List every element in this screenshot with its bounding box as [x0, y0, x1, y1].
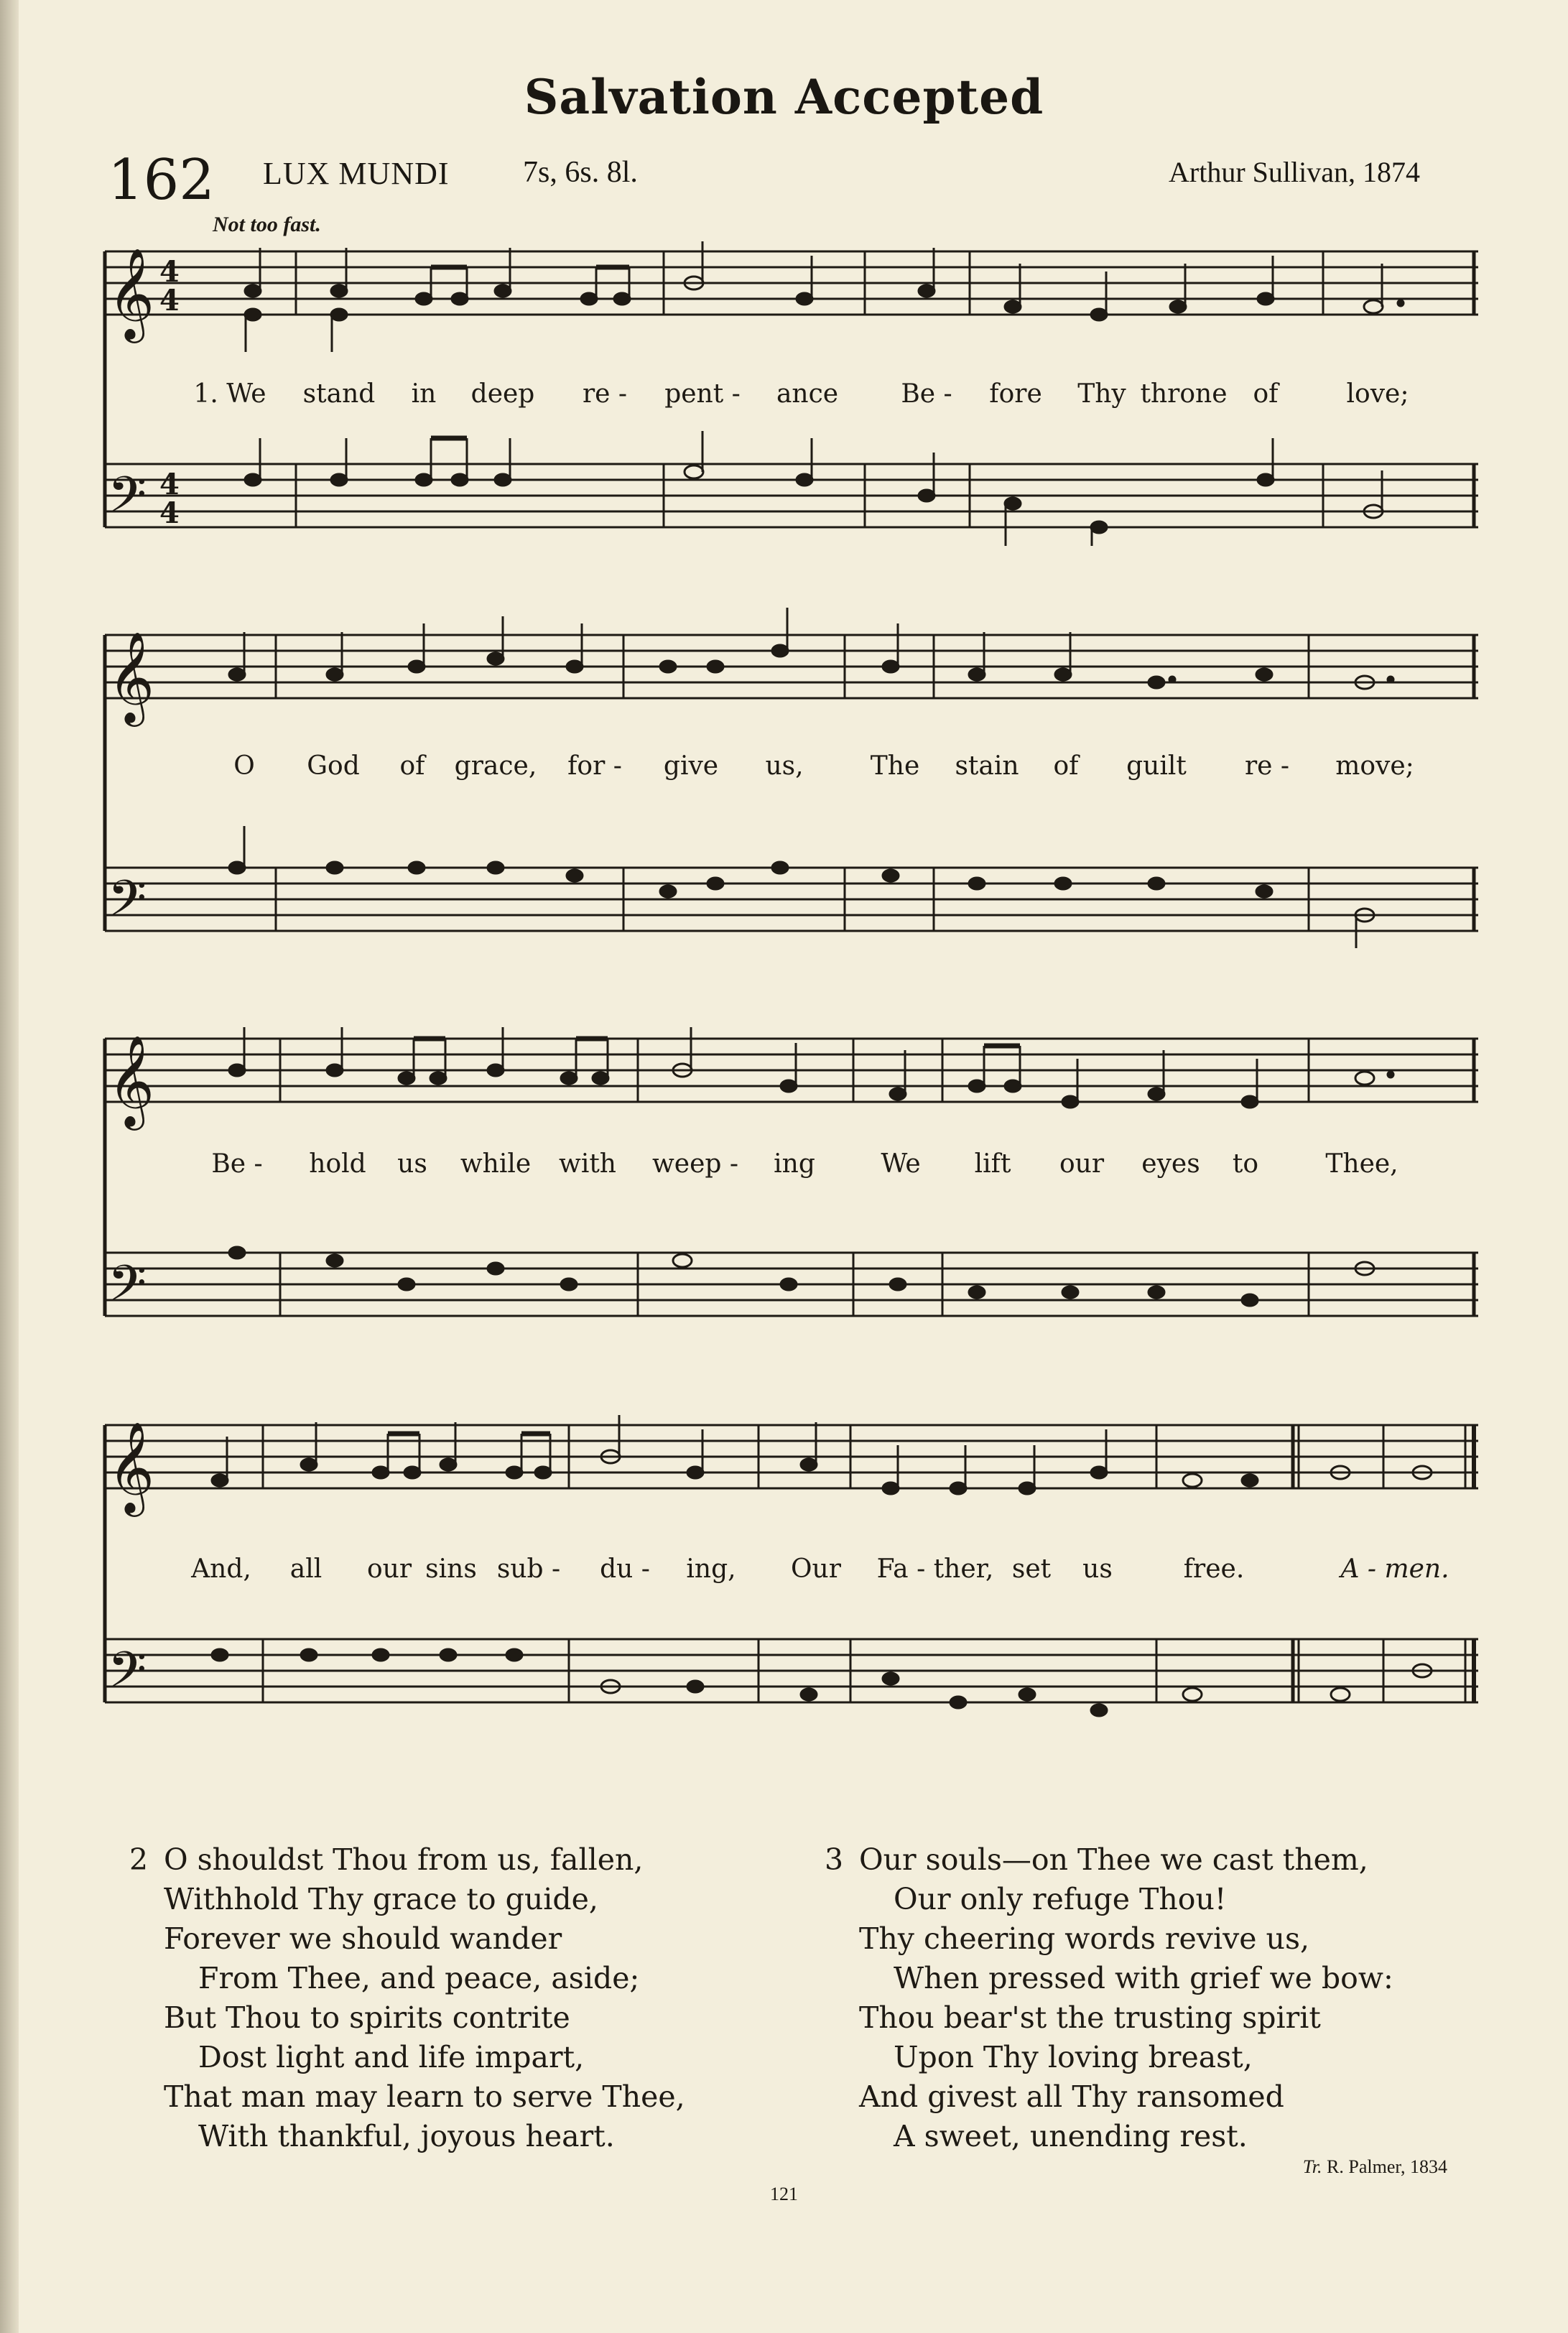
svg-text:𝄢: 𝄢 [108, 1254, 147, 1325]
syllable: to [1232, 1149, 1259, 1179]
syllable: of [1253, 379, 1279, 409]
syllable: us [397, 1149, 427, 1179]
verse-line: Upon Thy loving breast, [894, 2040, 1253, 2074]
syllable: The [870, 751, 920, 781]
syllable: re - [1244, 751, 1290, 781]
syllable: ance [776, 379, 839, 409]
syllable: O [233, 751, 255, 781]
syllable: du - [600, 1554, 650, 1584]
verse-line: That man may learn to serve Thee, [164, 2079, 685, 2114]
syllable: ing [774, 1149, 815, 1179]
svg-text:𝄞: 𝄞 [108, 1421, 155, 1513]
syllable: give [663, 751, 719, 781]
syllable: throne [1140, 379, 1228, 409]
syllable: us [1082, 1554, 1113, 1584]
svg-text:𝄞: 𝄞 [108, 1034, 155, 1126]
syllable: Thy [1077, 379, 1126, 409]
syllable: our [1059, 1149, 1105, 1179]
syllable: God [307, 751, 360, 781]
verse-number: 3 [825, 1842, 844, 1877]
translator-credit: Tr. R. Palmer, 1834 [1302, 2156, 1447, 2177]
svg-text:𝄢: 𝄢 [108, 1641, 147, 1711]
syllable: Thee, [1325, 1149, 1398, 1179]
svg-text:4: 4 [159, 468, 180, 501]
verse-line: With thankful, joyous heart. [198, 2119, 615, 2153]
verse-2 [129, 1840, 685, 2156]
svg-text:4: 4 [159, 496, 180, 530]
syllable: ing, [686, 1554, 736, 1584]
syllable: while [460, 1149, 532, 1179]
syllable: Fa - ther, [876, 1554, 994, 1584]
syllable: move; [1335, 751, 1414, 781]
syllable: sub - [496, 1554, 561, 1584]
svg-text:4: 4 [159, 284, 180, 317]
verse-line: Dost light and life impart, [198, 2040, 585, 2074]
syllable: And, [191, 1554, 251, 1584]
syllable: all [289, 1554, 323, 1584]
verse-line: Withhold Thy grace to guide, [164, 1882, 598, 1916]
syllable: free. [1183, 1554, 1245, 1584]
syllable: for - [567, 751, 622, 781]
syllable: of [1053, 751, 1079, 781]
syllable: eyes [1141, 1149, 1200, 1179]
syllable: pent - [664, 379, 741, 409]
lyric-line-4 [0, 1554, 1568, 1590]
verse-line: 3 Our souls—on Thee we cast them, [825, 1840, 1393, 1880]
syllable: us, [765, 751, 804, 781]
verse-number: 2 [129, 1842, 149, 1877]
svg-text:𝄞: 𝄞 [108, 631, 155, 723]
page-title: Salvation Accepted [524, 69, 1044, 125]
verse-line: But Thou to spirits contrite [164, 2000, 570, 2035]
tempo-marking: Not too fast. [213, 213, 321, 236]
verse-3 [825, 1840, 1393, 2156]
syllable-amen: A - men. [1340, 1554, 1449, 1584]
syllable: our [366, 1554, 412, 1584]
tune-name: LUX MUNDI [263, 156, 450, 191]
svg-text:𝄞: 𝄞 [108, 247, 155, 339]
syllable: weep - [651, 1149, 739, 1179]
hymn-number: 162 [108, 148, 215, 213]
syllable: re - [582, 379, 628, 409]
verse-line: Thy cheering words revive us, [859, 1921, 1310, 1956]
syllable: set [1011, 1554, 1052, 1584]
syllable: Our [791, 1554, 841, 1584]
verse-line: Forever we should wander [164, 1921, 562, 1956]
verse-line: From Thee, and peace, aside; [198, 1961, 640, 1995]
syllable: in [411, 379, 437, 409]
verse-line: 2 O shouldst Thou from us, fallen, [129, 1840, 685, 1880]
svg-text:𝄢: 𝄢 [108, 465, 147, 536]
syllable: stain [955, 751, 1019, 781]
syllable: hold [309, 1149, 366, 1179]
svg-text:𝄢: 𝄢 [108, 869, 147, 940]
verse-line: A sweet, unending rest. [894, 2119, 1248, 2153]
composer: Arthur Sullivan, 1874 [1169, 156, 1420, 188]
syllable: fore [989, 379, 1042, 409]
syllable: sins [425, 1554, 477, 1584]
verse-line: Our only refuge Thou! [894, 1882, 1227, 1916]
syllable: love; [1346, 379, 1409, 409]
syllable: 1. We [193, 379, 266, 409]
syllable: guilt [1126, 751, 1187, 781]
syllable: of [399, 751, 425, 781]
svg-text:4: 4 [159, 255, 180, 289]
syllable: deep [470, 379, 535, 409]
page-number: 121 [770, 2184, 798, 2204]
syllable: We [881, 1149, 921, 1179]
verse-line: And givest all Thy ransomed [859, 2079, 1284, 2114]
syllable: grace, [454, 751, 537, 781]
syllable: Be - [901, 379, 952, 409]
meter: 7s, 6s. 8l. [523, 156, 638, 189]
syllable: stand [302, 379, 376, 409]
verse-line: When pressed with grief we bow: [894, 1961, 1393, 1995]
syllable: lift [974, 1149, 1011, 1179]
verse-line: Thou bear'st the trusting spirit [859, 2000, 1321, 2035]
syllable: Be - [211, 1149, 263, 1179]
syllable: with [559, 1149, 616, 1179]
